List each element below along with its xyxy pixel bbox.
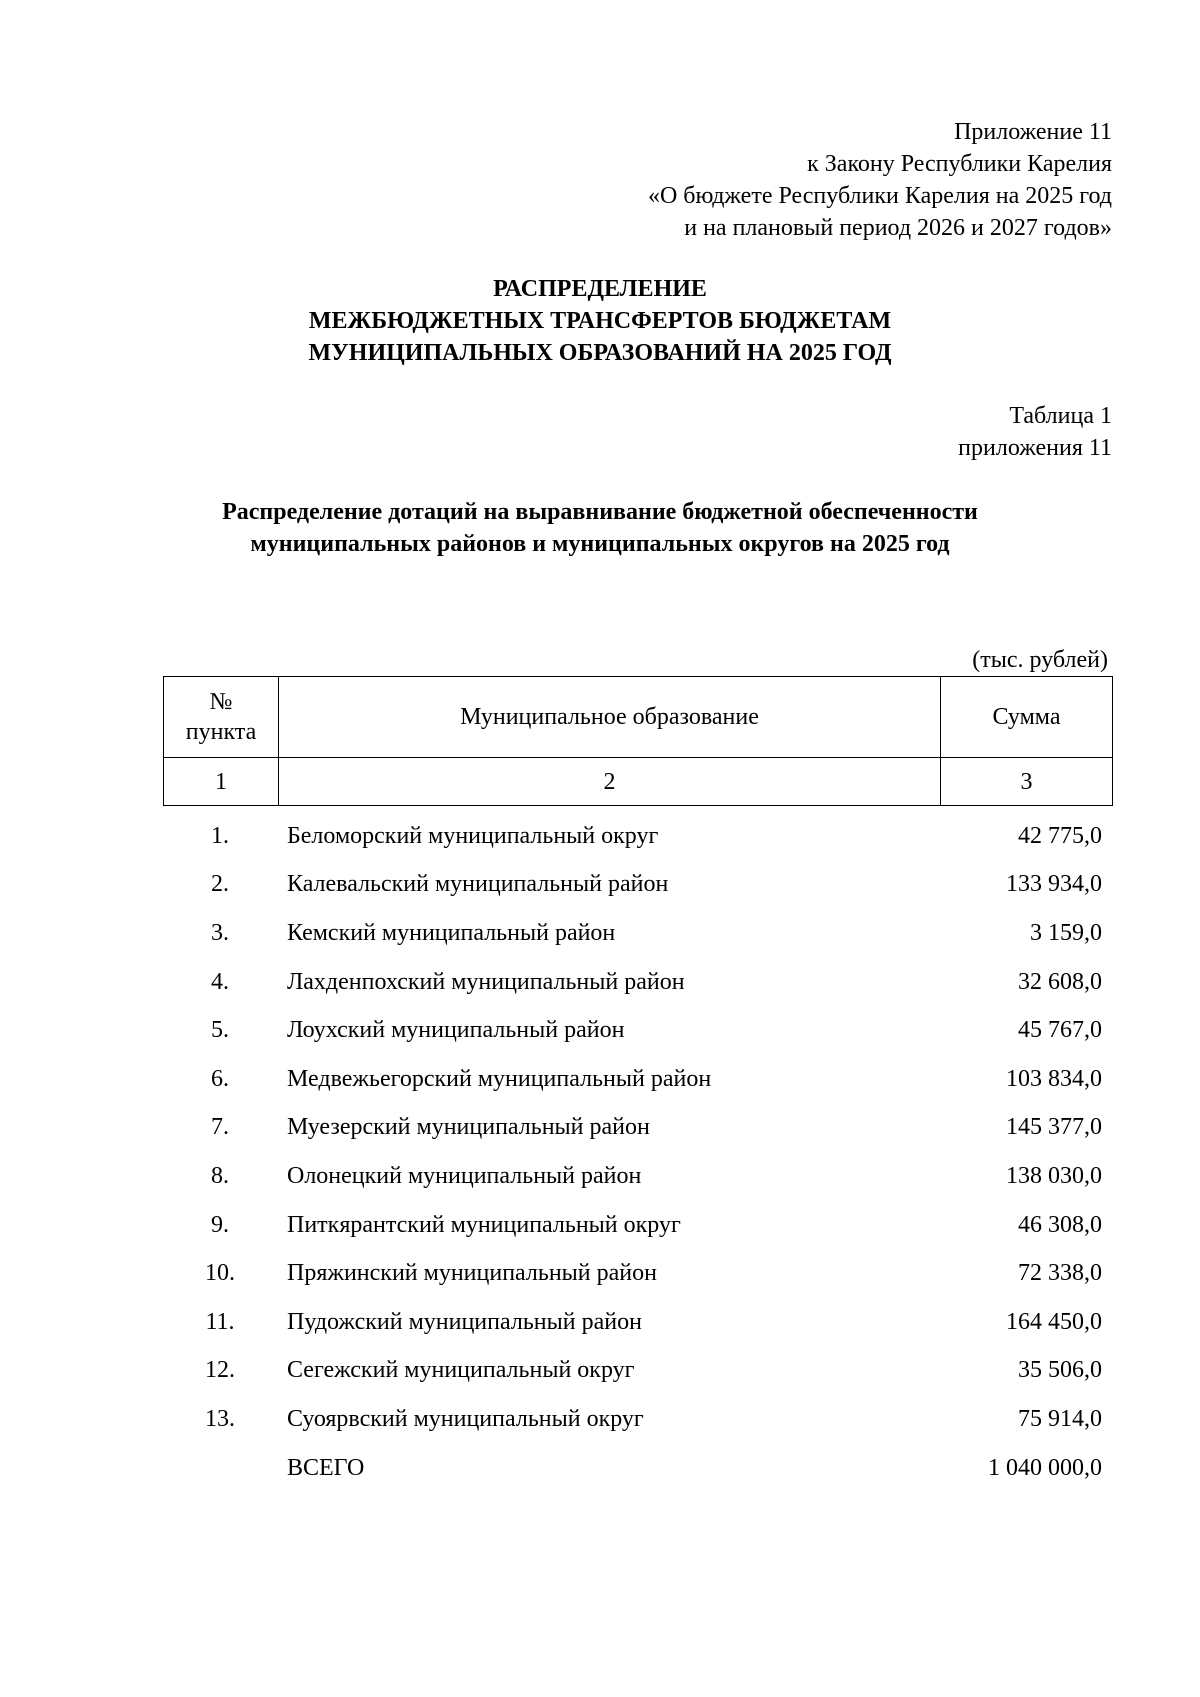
municipality-name: Лоухский муниципальный район bbox=[287, 1017, 625, 1044]
table-row bbox=[163, 861, 1110, 910]
row-sum: 46 308,0 bbox=[1018, 1211, 1102, 1238]
municipality-name: Пряжинский муниципальный район bbox=[287, 1260, 657, 1287]
column-number-2: 2 bbox=[279, 758, 941, 806]
total-label: ВСЕГО bbox=[287, 1454, 365, 1481]
row-sum: 72 338,0 bbox=[1018, 1260, 1102, 1287]
table-row bbox=[163, 1395, 1110, 1444]
annex-reference bbox=[648, 116, 1112, 244]
row-sum: 35 506,0 bbox=[1018, 1357, 1102, 1384]
row-sum: 138 030,0 bbox=[1006, 1162, 1102, 1189]
row-sum: 145 377,0 bbox=[1006, 1114, 1102, 1141]
title-line-3: МУНИЦИПАЛЬНЫХ ОБРАЗОВАНИЙ НА 2025 ГОД bbox=[308, 340, 892, 366]
table-row bbox=[163, 1006, 1110, 1055]
row-sum: 42 775,0 bbox=[1018, 822, 1102, 849]
table-ref-line-2: приложения 11 bbox=[958, 435, 1112, 461]
annex-line-3: «О бюджете Республики Карелия на 2025 год bbox=[647, 183, 1112, 209]
row-number: 3. bbox=[211, 919, 229, 946]
table-row bbox=[163, 1104, 1110, 1153]
annex-line-4: и на плановый период 2026 и 2027 годов» bbox=[684, 215, 1112, 241]
table-header bbox=[163, 676, 1113, 806]
column-number-1: 1 bbox=[164, 758, 279, 806]
municipality-name: Лахденпохский муниципальный район bbox=[287, 968, 685, 995]
column-number-3: 3 bbox=[941, 758, 1113, 806]
row-number: 9. bbox=[211, 1211, 229, 1238]
row-sum: 75 914,0 bbox=[1018, 1405, 1102, 1432]
header-sum-cell: Сумма bbox=[941, 677, 1113, 758]
table-row bbox=[163, 1298, 1110, 1347]
row-number: 10. bbox=[205, 1260, 235, 1287]
row-number: 6. bbox=[211, 1065, 229, 1092]
row-number: 2. bbox=[211, 871, 229, 898]
table-ref-line-1: Таблица 1 bbox=[1009, 403, 1112, 429]
row-sum: 133 934,0 bbox=[1006, 871, 1102, 898]
row-number: 11. bbox=[205, 1308, 235, 1335]
units-label: (тыс. рублей) bbox=[972, 647, 1108, 673]
municipality-name: Пудожский муниципальный район bbox=[287, 1308, 642, 1335]
table-reference bbox=[958, 400, 1112, 464]
header-num-line-2: пункта bbox=[185, 719, 257, 745]
table-row bbox=[163, 1152, 1110, 1201]
row-sum: 164 450,0 bbox=[1006, 1308, 1102, 1335]
title-line-1: РАСПРЕДЕЛЕНИЕ bbox=[493, 276, 707, 302]
total-sum: 1 040 000,0 bbox=[988, 1454, 1102, 1481]
municipality-name: Суоярвский муниципальный округ bbox=[287, 1405, 644, 1432]
row-number: 12. bbox=[205, 1357, 235, 1384]
municipality-name: Беломорский муниципальный округ bbox=[287, 822, 659, 849]
title-line-2: МЕЖБЮДЖЕТНЫХ ТРАНСФЕРТОВ БЮДЖЕТАМ bbox=[308, 308, 892, 334]
row-sum: 32 608,0 bbox=[1018, 968, 1102, 995]
table-row bbox=[163, 958, 1110, 1007]
row-sum: 45 767,0 bbox=[1018, 1017, 1102, 1044]
row-number: 8. bbox=[211, 1162, 229, 1189]
row-number: 13. bbox=[205, 1405, 235, 1432]
municipality-name: Муезерский муниципальный район bbox=[287, 1114, 650, 1141]
municipality-name: Кемский муниципальный район bbox=[287, 919, 616, 946]
column-number-row bbox=[164, 758, 1113, 806]
table-row bbox=[163, 1347, 1110, 1396]
row-sum: 103 834,0 bbox=[1006, 1065, 1102, 1092]
total-row bbox=[163, 1444, 1110, 1493]
annex-line-1: Приложение 11 bbox=[954, 119, 1112, 145]
municipality-name: Сегежский муниципальный округ bbox=[287, 1357, 635, 1384]
municipality-name: Питкярантский муниципальный округ bbox=[287, 1211, 681, 1238]
row-number: 7. bbox=[211, 1114, 229, 1141]
header-row bbox=[164, 677, 1113, 758]
row-number: 4. bbox=[211, 968, 229, 995]
table-row bbox=[163, 1055, 1110, 1104]
table-row bbox=[163, 812, 1110, 861]
table-row bbox=[163, 909, 1110, 958]
row-number: 5. bbox=[211, 1017, 229, 1044]
row-sum: 3 159,0 bbox=[1030, 919, 1102, 946]
subtitle-line-1: Распределение дотаций на выравнивание бюджетной обеспеченности bbox=[222, 499, 978, 525]
header-num-line-1: № bbox=[209, 689, 233, 715]
municipality-name: Олонецкий муниципальный район bbox=[287, 1162, 642, 1189]
row-number: 1. bbox=[211, 822, 229, 849]
annex-line-2: к Закону Республики Карелия bbox=[807, 151, 1112, 177]
table-row bbox=[163, 1249, 1110, 1298]
header-num-cell bbox=[164, 677, 279, 758]
table-row bbox=[163, 1201, 1110, 1250]
document-title bbox=[0, 273, 1200, 369]
municipality-name: Калевальский муниципальный район bbox=[287, 871, 669, 898]
municipality-name: Медвежьегорский муниципальный район bbox=[287, 1065, 712, 1092]
table-body bbox=[163, 812, 1110, 1492]
header-name-cell: Муниципальное образование bbox=[279, 677, 941, 758]
table-title bbox=[0, 496, 1200, 560]
subtitle-line-2: муниципальных районов и муниципальных округов на 2025 год bbox=[250, 531, 950, 557]
